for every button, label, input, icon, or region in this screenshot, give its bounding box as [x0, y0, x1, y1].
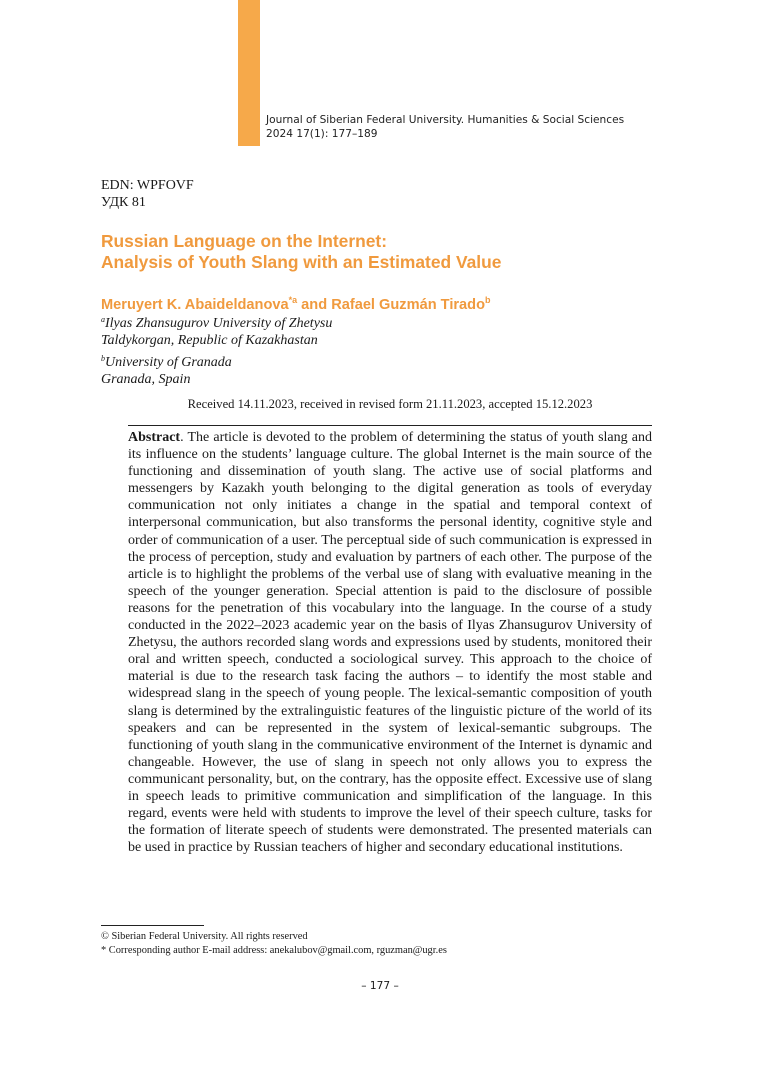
footnotes: [101, 930, 447, 958]
edn-code: EDN: WPFOVF: [101, 178, 194, 193]
abstract-divider: [128, 425, 652, 426]
author-1-name: Meruyert K. Abaideldanova: [101, 297, 289, 313]
copyright-note: © Siberian Federal University. All rights reserved: [101, 931, 308, 942]
title-line-2: Analysis of Youth Slang with an Estimated Value: [101, 252, 502, 272]
corresponding-author-note: * Corresponding author E-mail address: anekalubov@gmail.com, rguzman@ugr.es: [101, 945, 447, 956]
author-2-marker: b: [485, 295, 491, 305]
journal-header: [266, 113, 624, 141]
affiliation-a-location: Taldykorgan, Republic of Kazakhastan: [101, 333, 318, 349]
accent-bar: [238, 0, 260, 146]
footnote-divider: [101, 925, 204, 926]
udk-code: УДК 81: [101, 195, 146, 210]
abstract-text: . The article is devoted to the problem of determining the status of youth slang and its influence on the students’ language culture. The global Internet is the main source of the functioning and dissemination of youth slang. The active use of social platforms and messengers by Kazakh youth belonging to the digital generation as tools of everyday communication not only initiates a change in the spatial and temporal context of interpersonal communication, but also transforms the personal identity, cognitive style and order of communication of a user. The perceptual side of such communication is expressed in the process of perception, study and evaluation by partners of each other. The purpose of the article is to highlight the problems of the verbal use of slang with evaluative meaning in the speech of the younger generation. Special attention is paid to the disclosure of possible reasons for the penetration of this vocabulary into the language. In the course of a study conducted in the 2022–2023 academic year on the basis of Ilyas Zhansugurov University of Zhetysu, the authors recorded slang words and expressions used by students, monitored their oral and written speech, conducted a sociological survey. This approach to the choice of material is due to the research task facing the authors – to identify the most stable and widespread slang in the speech of young people. The lexical-semantic composition of youth slang is determined by the extralinguistic features of the linguistic picture of the world of its speakers and can be represented in the system of lexical-semantic subgroups. The functioning of youth slang in the communicative environment of the Internet is dynamic and changeable. However, the use of slang in speech not only allows you to express the communicant personality, but, on the contrary, has the opposite effect. Excessive use of slang in speech leads to primitive communication and simplification of the language. In this regard, events were held with students to improve the level of their speech culture, tasks for the formation of literate speech of students were demonstrated. The presented materials can be used in practice by Russian teachers of higher and secondary educational institutions.: [128, 430, 652, 856]
author-conjunction: and: [297, 297, 332, 313]
identifiers: [101, 177, 194, 211]
affiliation-b-location: Granada, Spain: [101, 371, 191, 387]
author-1-marker: *a: [288, 295, 298, 305]
journal-name: Journal of Siberian Federal University. Humanities & Social Sciences: [266, 114, 625, 126]
affiliation-b-line-1: [101, 350, 332, 371]
affiliation-a-line-1: [101, 311, 332, 332]
abstract-label: Abstract: [128, 430, 181, 445]
author-2-name: Rafael Guzmán Tirado: [331, 297, 485, 313]
affiliations: [101, 311, 332, 388]
article-title: [101, 231, 501, 273]
affiliation-b-marker: b: [101, 353, 105, 363]
affiliation-b-institution: University of Granada: [105, 354, 232, 370]
abstract: [128, 429, 652, 856]
affiliation-a-institution: Ilyas Zhansugurov University of Zhetysu: [105, 316, 333, 331]
received-dates: Received 14.11.2023, received in revised form 21.11.2023, accepted 15.12.2023: [187, 397, 593, 411]
page-number: – 177 –: [361, 980, 399, 992]
affiliation-a-marker: a: [101, 315, 105, 324]
journal-issue: 2024 17(1): 177–189: [266, 128, 378, 140]
title-line-1: Russian Language on the Internet:: [101, 231, 388, 251]
